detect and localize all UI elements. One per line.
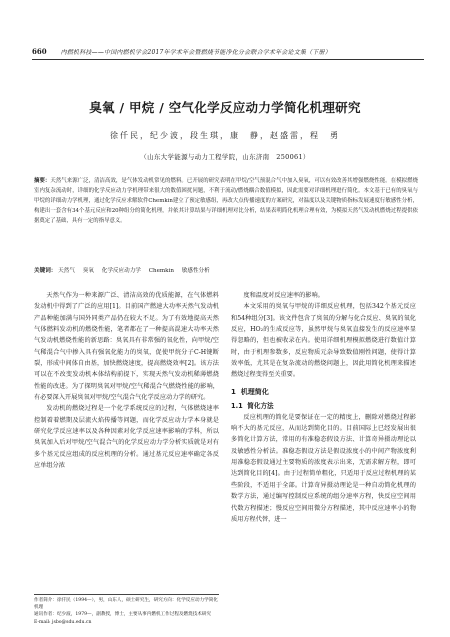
keyword: Chemkin xyxy=(148,268,174,274)
keyword: 天然气 xyxy=(58,268,75,274)
body-paragraph: 天然气作为一种来源广泛、清洁高效的优质能源，在气体燃料发动机中得到了广泛的应用[1]。目前国产燃速大功率天然气发动机产品种能加满与国外同类产品仍在较大不足。为了有效地提高天然气体燃料发动机的燃烧性能，笔者都在了一种提高混速大功率天然气发动机燃烧性能的新思路：臭氧具有非常强的氧化性，向甲烷/空气稀混合气中掺入具有强氧化能力的臭氧，促使甲烷分子C-H键断裂，形成中间体自由基，加快燃烧速度，提高燃烧效率[2]。该方法可以在不改变发动机本体结构前提下，实现天然气发动机稀薄燃烧性能的改进。为了探明臭氧对甲烷/空气稀混合气燃烧性能的影响，有必要深入开展臭氧对甲烷/空气混合气化学反应动力学的研究。 xyxy=(34,292,219,402)
keyword: 化学反应动力学 xyxy=(101,268,141,274)
keyword: 敏感性分析 xyxy=(181,268,210,274)
abstract-text: 天然气来源广泛，清洁高效，是气体发动机常见的燃料。已开展的研究表明在甲烷/空气预混合气中加入臭氧，可以有效改善其增强燃烧性能。在模拟燃烧室内复杂流动时，详细的化学反应动力学机理带来很大的数值困扰问题，不利于流动/燃烧耦合数值模拟，因此需要对详细机理进行简化。本文基于已有的臭氧与甲烷的详细动力学机理，通过化学反应求解软件Chemkin建立了预定敏感组，再改大点传播速度的方案研究，对温度以及关键物质指标发展速度行敏感性分析，构建出一套含有34个基元反应和20种组分的简化机理，并依其计算结果与详细机理对比分析，结果表明简化机理合理有效，为模拟天然气发动机燃烧过程提供依据奠定了基础，具有一定的指导意义。 xyxy=(34,178,418,224)
body-paragraph: 反应机理的简化是要保证在一定的精度上，删除对燃烧过程影响不大的基元反应，从而达到简化目的。目前国际上已经发展出很多简化计算方法，常用的有准稳态假设方法、计算奇异摄动理论以及敏感性分析法。准稳态假设方法是假设浓度小的中间产物浓度利用准稳态假设通过主要物质的浓度表示出来，无需求解方程，即可达到简化目的[4]。由于过程简单粗化，只适用于反应过程机理的某些阶段，不适用于全部。计算奇异摄动理论是一种自动简化机理的数学方法，通过编写控制反应系统的组分速率方程，快反应空间用代数方程描述；慢反应空间用微分方程描述，其中反应速率小的物质用方程代替，进一 xyxy=(231,413,416,523)
section-number: 1 xyxy=(231,387,236,396)
section-title: 机理简化 xyxy=(240,387,269,396)
footnote-email: E-mail: jsbo@sdu.edu.cn xyxy=(34,619,92,625)
keyword: 臭氧 xyxy=(82,268,94,274)
subsection-title: 简化方法 xyxy=(247,401,274,410)
abstract-label: 摘要： xyxy=(34,178,51,184)
abstract xyxy=(34,177,418,227)
footnote-line: 通讯作者：纪少波，1979—，副教授，博士，主要从事内燃机工作过程及燃烧技术研究 xyxy=(34,612,212,618)
left-column xyxy=(34,290,219,472)
subsection-number: 1.1 xyxy=(231,401,243,410)
body-paragraph: 发动机的燃烧过程是一个化学系统反应的过程，气体燃烧速率控制着着燃期及层流火焰传播等问题，而化学反应动力学本身就是研究化学反应速率以及各种因素对化学反应速率影响的学科，所以臭氧加入后对甲烷/空气混合气的化学反应动力学分析实质就是对有多个基元反应组成的反应机理的分析。通过基元反应速率确定各反应单组分浓 xyxy=(34,405,219,470)
body-paragraph: 本文采用的臭氧与甲烷的详细反应机理，包括342个基元反应和54种组分[3]。该文件包含了臭氧的分解与化合反应、臭氧的氧化反应，HO₂的生成反应等，虽然甲烷与臭氧直接发生的反应速率显得忽略的，但也被收录在内。使用详细机理模拟燃烧进行数值计算时，由于机理参数多，反应物质元杂导致数值刚性问题，使得计算效率低，尤其是在复杂流动的燃烧问题上，因此用简化机理来描述燃烧过程变得至关重要。 xyxy=(231,303,416,379)
subsection-heading xyxy=(231,400,416,412)
running-title: 内燃机科技——中国内燃机学会2017年学术年会暨燃烧节能净化分会联合学术年会论文集（下册） xyxy=(60,49,331,56)
keywords xyxy=(34,267,418,276)
keywords-label: 关键词： xyxy=(34,268,57,274)
section-heading xyxy=(231,386,416,399)
running-header xyxy=(32,48,424,60)
right-column xyxy=(231,290,416,525)
page-number: 660 xyxy=(32,47,47,56)
body-paragraph: 度和温度对反应速率的影响。 xyxy=(243,292,324,299)
author-list: 徐仟民，纪少波，段生琪，康 静，赵盛雷，程 勇 xyxy=(110,131,340,140)
paper-title: 臭氧 / 甲烷 / 空气化学反应动力学简化机理研究 xyxy=(89,100,361,115)
footnote-line: 作者简介：徐仟民（1994—），男，山东人，硕士研究生，研究方向：化学反应动力学简化机理 xyxy=(34,598,218,611)
author-footnote xyxy=(34,594,219,626)
affiliation: （山东大学能源与动力工程学院，山东济南 250061） xyxy=(140,153,310,161)
